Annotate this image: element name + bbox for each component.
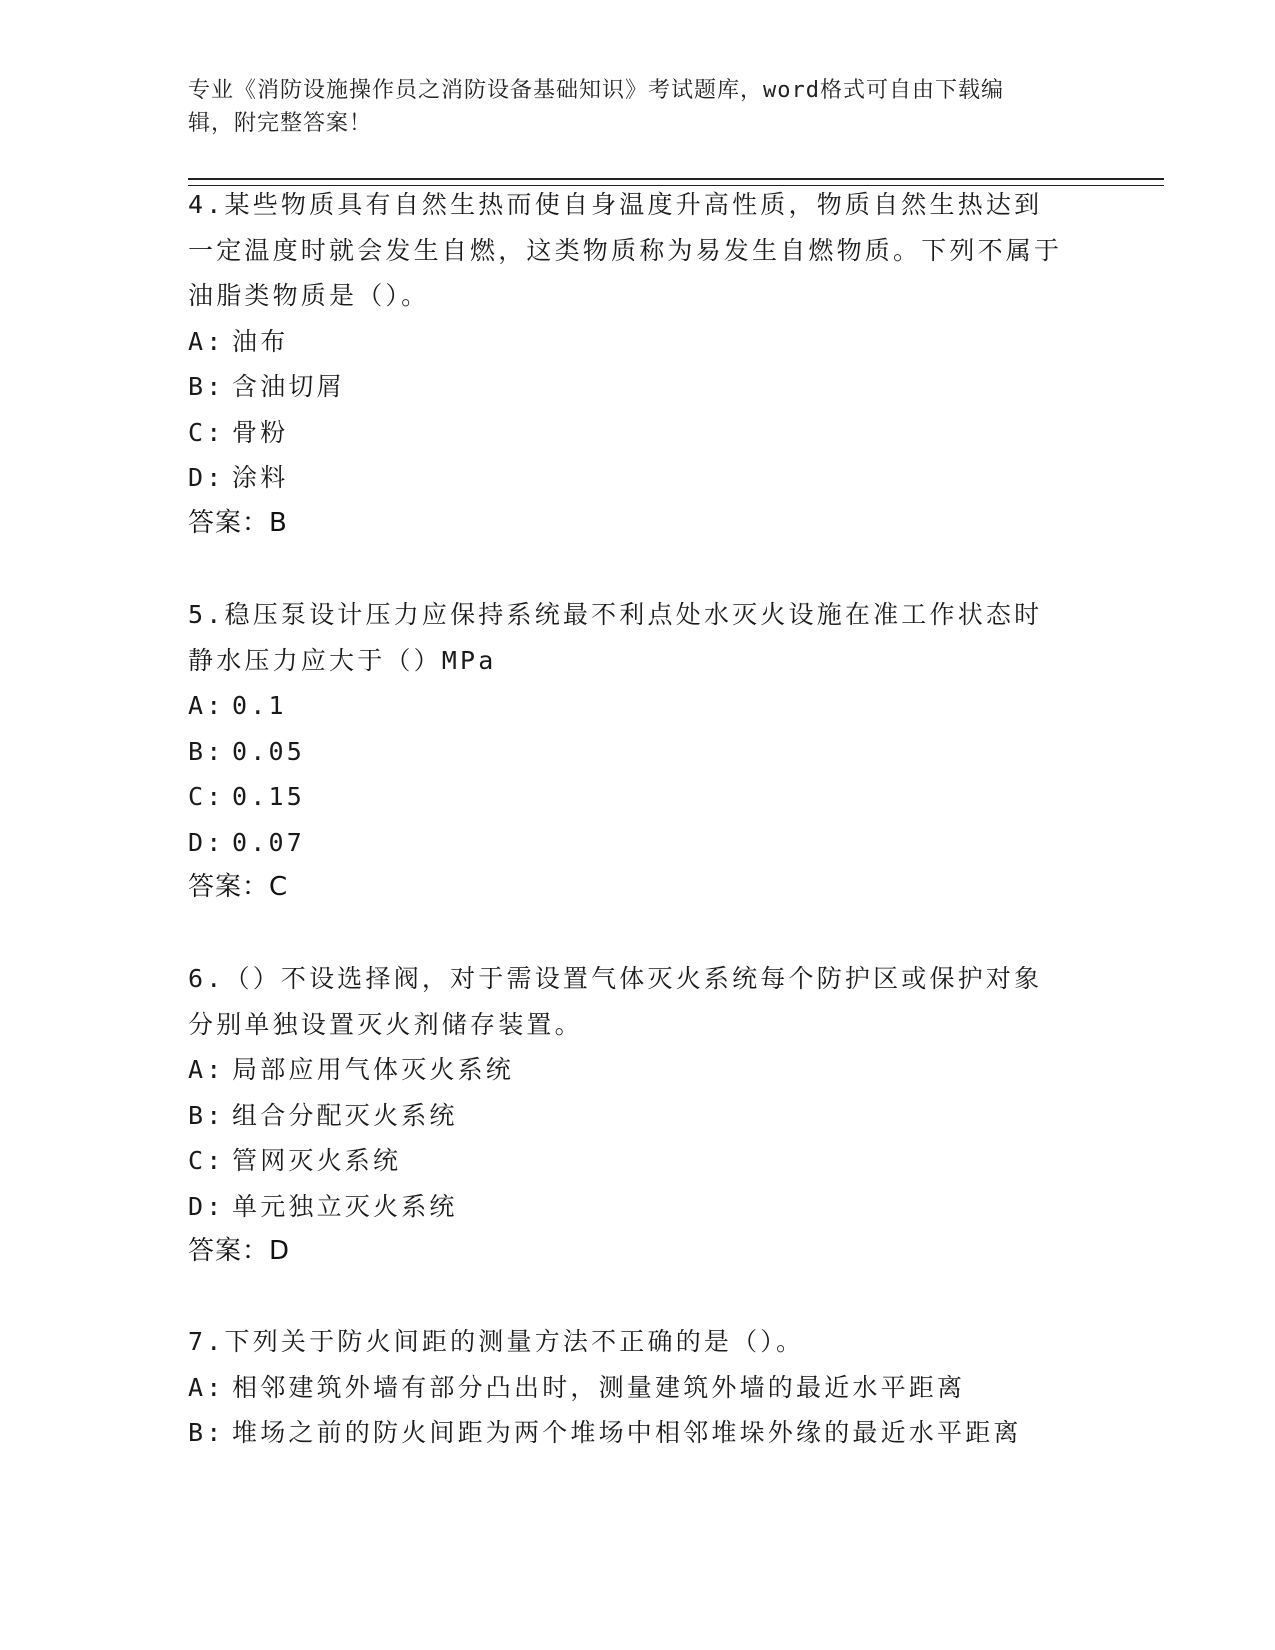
answer-label: 答案：B xyxy=(188,507,288,538)
option-text: 管网灭火系统 xyxy=(232,1146,402,1175)
answer-label: 答案：D xyxy=(188,1236,291,1266)
option-text: 0.05 xyxy=(232,736,306,766)
question-stem: 4.某些物质具有自然生热而使自身温度升高性质，物质自然生热达到一定温度时就会发生自燃，这类物质称为易发生自燃物质。下列不属于油脂类物质是（）。 xyxy=(188,190,1063,310)
option-letter: B: xyxy=(188,372,225,401)
option-a xyxy=(188,1047,1068,1093)
option-c xyxy=(188,410,1068,456)
option-letter: C: xyxy=(188,417,225,447)
option-text: 含油切屑 xyxy=(232,372,345,401)
option-c xyxy=(188,1138,1068,1184)
option-letter: D: xyxy=(188,1191,225,1221)
question-stem: 6.（）不设选择阀，对于需设置气体灭火系统每个防护区或保护对象分别单独设置灭火剂储存装置。 xyxy=(188,964,1043,1039)
option-text: 0.15 xyxy=(232,782,306,811)
option-text: 油布 xyxy=(232,326,289,356)
option-d xyxy=(188,820,1068,866)
option-letter: A: xyxy=(188,691,225,720)
question-4 xyxy=(188,182,1068,546)
question-6 xyxy=(188,956,1068,1275)
option-b xyxy=(188,729,1068,775)
option-text: 单元独立灭火系统 xyxy=(232,1191,458,1221)
header-line-2: 辑，附完整答案！ xyxy=(188,111,373,136)
option-letter: D: xyxy=(188,827,225,857)
option-text: 0.07 xyxy=(232,827,306,857)
option-b xyxy=(188,364,1068,410)
option-b xyxy=(188,1410,1068,1456)
question-7 xyxy=(188,1319,1068,1456)
option-letter: C: xyxy=(188,782,225,811)
option-a xyxy=(188,683,1068,729)
option-text: 骨粉 xyxy=(232,417,289,447)
option-letter: B: xyxy=(188,1100,225,1130)
option-letter: B: xyxy=(188,1418,225,1447)
page-header xyxy=(188,74,1088,140)
option-letter: C: xyxy=(188,1146,225,1175)
option-a xyxy=(188,319,1068,365)
option-b xyxy=(188,1093,1068,1139)
option-letter: D: xyxy=(188,463,225,492)
question-stem: 5.稳压泵设计压力应保持系统最不利点处水灭火设施在准工作状态时静水压力应大于（）MPa xyxy=(188,600,1043,675)
option-c xyxy=(188,774,1068,820)
option-text: 组合分配灭火系统 xyxy=(232,1100,458,1130)
option-letter: B: xyxy=(188,736,225,766)
question-stem: 7.下列关于防火间距的测量方法不正确的是（）。 xyxy=(188,1327,805,1356)
option-a xyxy=(188,1365,1068,1411)
option-text: 局部应用气体灭火系统 xyxy=(232,1055,515,1084)
option-d xyxy=(188,1184,1068,1230)
option-text: 涂料 xyxy=(232,463,289,492)
option-text: 堆场之前的防火间距为两个堆场中相邻堆垛外缘的最近水平距离 xyxy=(232,1418,1022,1447)
option-text: 0.1 xyxy=(232,691,287,720)
option-letter: A: xyxy=(188,1055,225,1084)
option-letter: A: xyxy=(188,1372,225,1402)
header-line-1: 专业《消防设施操作员之消防设备基础知识》考试题库，word格式可自由下载编 xyxy=(188,78,1004,103)
option-text: 相邻建筑外墙有部分凸出时，测量建筑外墙的最近水平距离 xyxy=(232,1372,966,1402)
answer-label: 答案：C xyxy=(188,872,289,902)
option-letter: A: xyxy=(188,326,225,356)
option-d xyxy=(188,455,1068,501)
question-5 xyxy=(188,592,1068,911)
